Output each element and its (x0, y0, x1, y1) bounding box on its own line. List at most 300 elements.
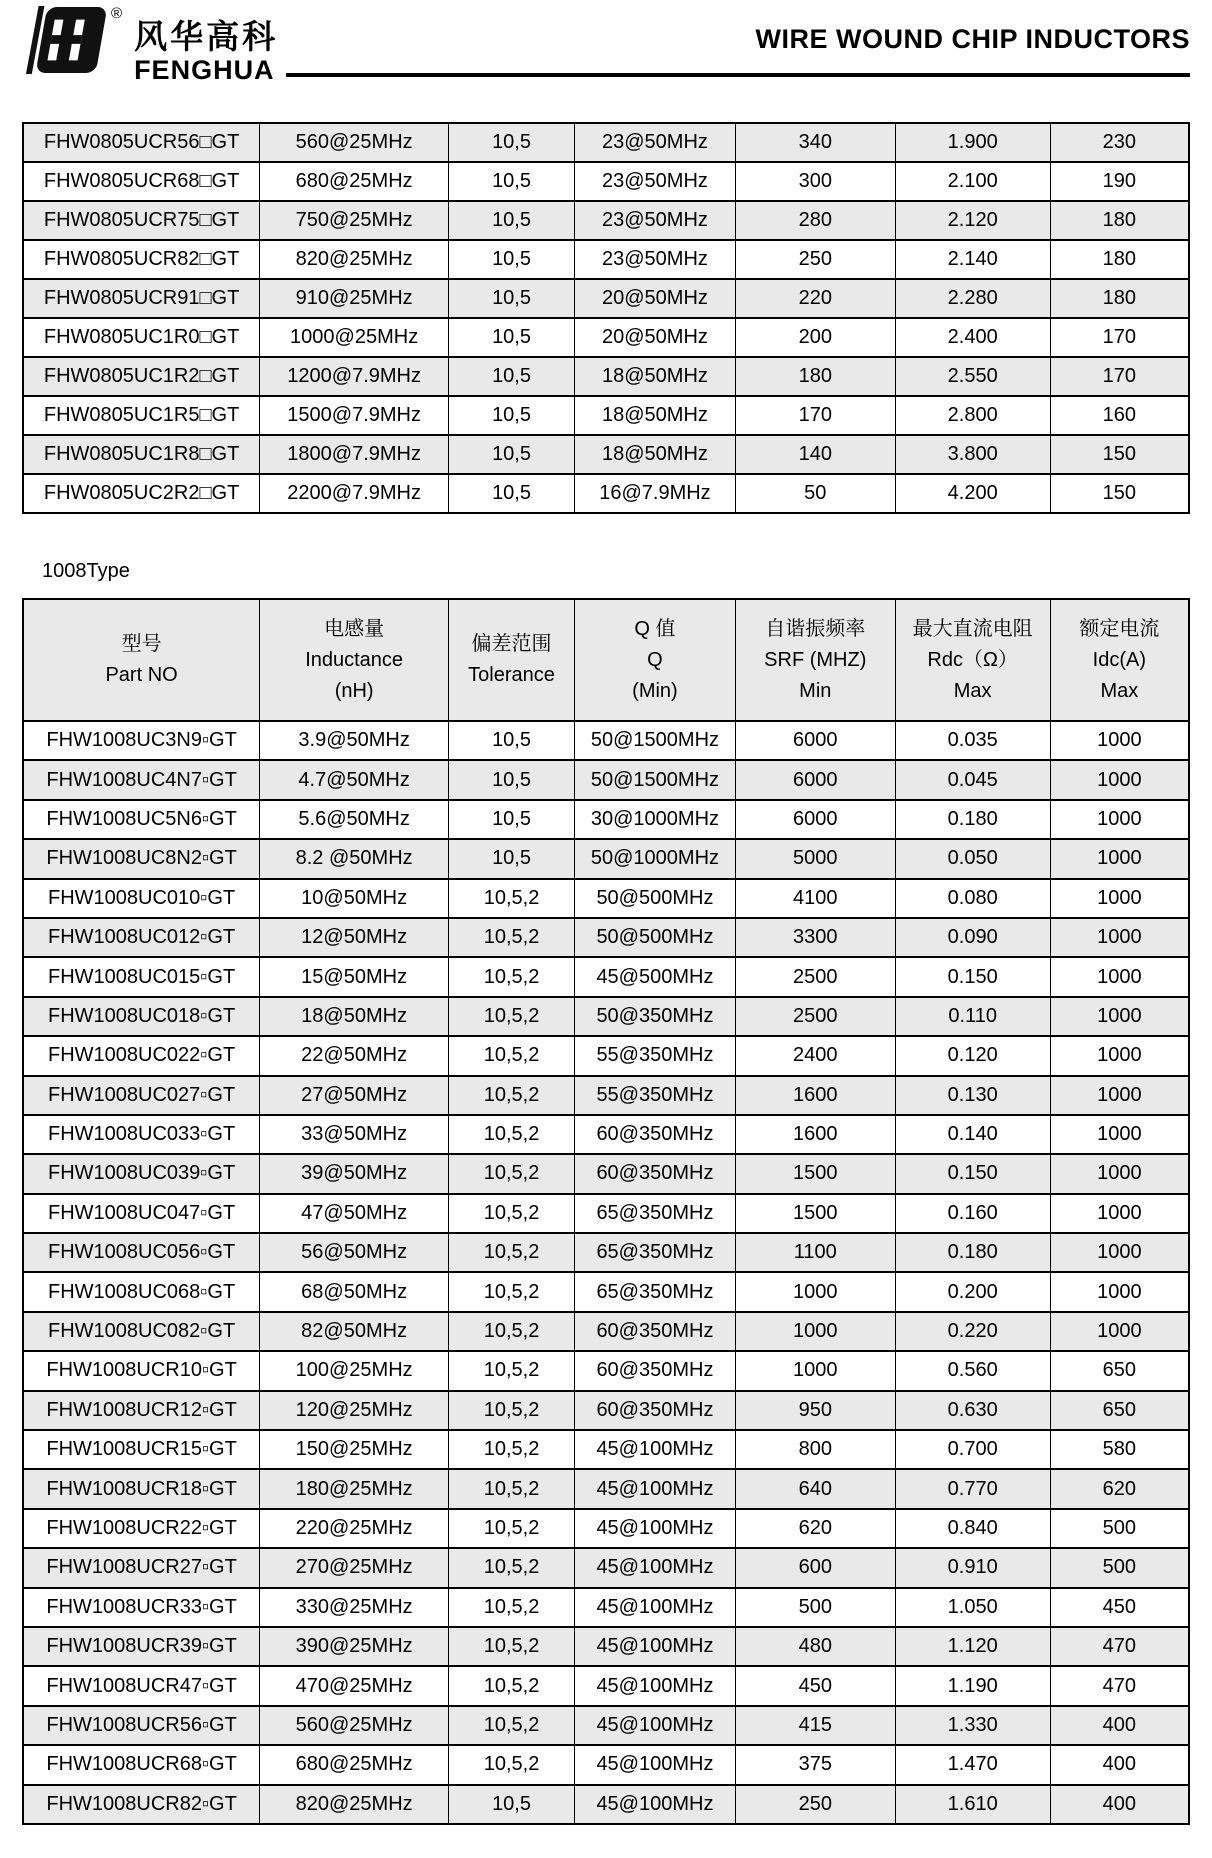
table-cell: 20@50MHz (575, 318, 736, 357)
table-cell: 680@25MHz (260, 1745, 449, 1784)
table-cell: FHW0805UCR75□GT (23, 201, 260, 240)
table-cell: 10,5,2 (449, 1627, 575, 1666)
table-cell: 1800@7.9MHz (260, 435, 449, 474)
fenghua-logo (10, 6, 278, 84)
table-cell: FHW1008UC039▫GT (23, 1154, 260, 1193)
table-cell: 50@1500MHz (575, 721, 736, 760)
table-cell: 47@50MHz (260, 1194, 449, 1233)
table-cell: 30@1000MHz (575, 800, 736, 839)
table-cell: 60@350MHz (575, 1312, 736, 1351)
table-cell: 170 (1050, 318, 1189, 357)
table-cell: 680@25MHz (260, 162, 449, 201)
table-cell: 50 (735, 474, 895, 513)
table-cell: FHW1008UC018▫GT (23, 997, 260, 1036)
table-cell: 415 (735, 1706, 895, 1745)
table-cell: FHW1008UCR12▫GT (23, 1391, 260, 1430)
table-cell: 3.800 (895, 435, 1050, 474)
table-cell: 45@100MHz (575, 1509, 736, 1548)
table-cell: 1500 (735, 1154, 895, 1193)
table-cell: 1500@7.9MHz (260, 396, 449, 435)
table-cell: 1000 (1050, 1272, 1189, 1311)
column-header-line: 最大直流电阻 (912, 617, 1033, 640)
table-cell: 910@25MHz (260, 279, 449, 318)
table-row (23, 800, 1189, 839)
table-cell: 0.080 (895, 879, 1050, 918)
table-cell: 390@25MHz (260, 1627, 449, 1666)
column-header (449, 599, 575, 721)
table-row (23, 918, 1189, 957)
table-cell: 375 (735, 1745, 895, 1784)
table-cell: 4.200 (895, 474, 1050, 513)
table-cell: 55@350MHz (575, 1076, 736, 1115)
table-cell: 450 (1050, 1588, 1189, 1627)
table-cell: 65@350MHz (575, 1233, 736, 1272)
column-header-line: 自谐振频率 (765, 617, 866, 640)
table-cell: 0.130 (895, 1076, 1050, 1115)
table-cell: 2.100 (895, 162, 1050, 201)
table-cell: 10,5,2 (449, 1509, 575, 1548)
table-row (23, 1312, 1189, 1351)
table-cell: FHW1008UCR10▫GT (23, 1351, 260, 1390)
table-cell: 10,5,2 (449, 1430, 575, 1469)
table-row (23, 474, 1189, 513)
table-cell: FHW0805UCR91□GT (23, 279, 260, 318)
table-cell: 470 (1050, 1666, 1189, 1705)
column-header-line: 偏差范围 (471, 633, 552, 655)
table-cell: 480 (735, 1627, 895, 1666)
table-cell: 1000 (1050, 918, 1189, 957)
table-cell: 750@25MHz (260, 201, 449, 240)
table-cell: 470@25MHz (260, 1666, 449, 1705)
table-cell: FHW1008UCR82▫GT (23, 1785, 260, 1824)
table-cell: 2200@7.9MHz (260, 474, 449, 513)
table-cell: 560@25MHz (260, 123, 449, 162)
table-cell: 150@25MHz (260, 1430, 449, 1469)
table-cell: FHW1008UC033▫GT (23, 1115, 260, 1154)
table-cell: 10,5 (449, 240, 575, 279)
column-header-line: Inductance (305, 648, 404, 671)
table-cell: 1000 (1050, 997, 1189, 1036)
table-cell: FHW1008UCR39▫GT (23, 1627, 260, 1666)
table-cell: 180 (1050, 279, 1189, 318)
table-cell: 800 (735, 1430, 895, 1469)
table-cell: 620 (735, 1509, 895, 1548)
table-cell: 10,5,2 (449, 957, 575, 996)
table-cell: 18@50MHz (575, 357, 736, 396)
table-cell: 6000 (735, 800, 895, 839)
table-cell: 200 (735, 318, 895, 357)
table-cell: 150 (1050, 474, 1189, 513)
table-cell: 0.120 (895, 1036, 1050, 1075)
table-cell: 2.550 (895, 357, 1050, 396)
table-cell: 22@50MHz (260, 1036, 449, 1075)
table-cell: 10,5 (449, 162, 575, 201)
table-cell: 10,5 (449, 396, 575, 435)
table-cell: FHW1008UC010▫GT (23, 879, 260, 918)
table-row (23, 123, 1189, 162)
table-cell: FHW0805UCR56□GT (23, 123, 260, 162)
table-cell: 18@50MHz (260, 997, 449, 1036)
registered-trademark-mark: ® (111, 5, 123, 22)
table-cell: 60@350MHz (575, 1115, 736, 1154)
table-cell: 180 (1050, 240, 1189, 279)
table-cell: 400 (1050, 1706, 1189, 1745)
table-row (23, 1706, 1189, 1745)
table-cell: 620 (1050, 1469, 1189, 1508)
table-cell: 1000 (1050, 1036, 1189, 1075)
table-cell: 4100 (735, 879, 895, 918)
table-cell: 0.035 (895, 721, 1050, 760)
table-cell: 0.045 (895, 760, 1050, 799)
table-cell: 18@50MHz (575, 435, 736, 474)
table-cell: 1000 (1050, 1076, 1189, 1115)
table-cell: FHW0805UCR68□GT (23, 162, 260, 201)
table-cell: FHW0805UC1R0□GT (23, 318, 260, 357)
table-cell: 82@50MHz (260, 1312, 449, 1351)
table-row (23, 1548, 1189, 1587)
table-row (23, 1509, 1189, 1548)
table-cell: 190 (1050, 162, 1189, 201)
table-cell: 650 (1050, 1351, 1189, 1390)
table-cell: 2500 (735, 997, 895, 1036)
table-cell: 23@50MHz (575, 123, 736, 162)
table-cell: 12@50MHz (260, 918, 449, 957)
table-row (23, 721, 1189, 760)
table-cell: FHW1008UC3N9▫GT (23, 721, 260, 760)
table-cell: FHW1008UCR56▫GT (23, 1706, 260, 1745)
table-cell: 3300 (735, 918, 895, 957)
table-row (23, 760, 1189, 799)
table-cell: 10,5,2 (449, 1312, 575, 1351)
table-row (23, 201, 1189, 240)
table-cell: 2500 (735, 957, 895, 996)
table-cell: 2.280 (895, 279, 1050, 318)
table-row (23, 1115, 1189, 1154)
table-cell: 2.120 (895, 201, 1050, 240)
table-cell: 10,5 (449, 435, 575, 474)
table-cell: 10,5,2 (449, 1272, 575, 1311)
table-cell: FHW1008UCR68▫GT (23, 1745, 260, 1784)
table-cell: 0.160 (895, 1194, 1050, 1233)
table-row (23, 240, 1189, 279)
table-row (23, 1588, 1189, 1627)
table-cell: 10,5,2 (449, 1391, 575, 1430)
table-cell: 18@50MHz (575, 396, 736, 435)
table-cell: 950 (735, 1391, 895, 1430)
table-cell: 10@50MHz (260, 879, 449, 918)
table-cell: FHW1008UC027▫GT (23, 1076, 260, 1115)
table-cell: 68@50MHz (260, 1272, 449, 1311)
table-cell: 230 (1050, 123, 1189, 162)
table-cell: FHW0805UC1R8□GT (23, 435, 260, 474)
table-cell: FHW1008UC082▫GT (23, 1312, 260, 1351)
table-cell: 50@500MHz (575, 879, 736, 918)
column-header-line: (Min) (632, 679, 678, 702)
table-cell: 10,5 (449, 318, 575, 357)
table-cell: 50@500MHz (575, 918, 736, 957)
table-cell: 45@100MHz (575, 1430, 736, 1469)
table-row (23, 396, 1189, 435)
table-cell: 1000 (735, 1272, 895, 1311)
table-cell: 10,5 (449, 279, 575, 318)
table-cell: 60@350MHz (575, 1154, 736, 1193)
table-header-row (23, 599, 1189, 721)
table-cell: 23@50MHz (575, 201, 736, 240)
table-cell: 5000 (735, 839, 895, 878)
table-cell: 1000 (1050, 1312, 1189, 1351)
table-cell: 10,5,2 (449, 1233, 575, 1272)
column-header-line: (nH) (334, 679, 374, 702)
table-cell: 10,5,2 (449, 1154, 575, 1193)
table-cell: 55@350MHz (575, 1036, 736, 1075)
table-cell: 2400 (735, 1036, 895, 1075)
table-cell: 60@350MHz (575, 1391, 736, 1430)
table-cell: 10,5 (449, 1785, 575, 1824)
table-cell: 500 (735, 1588, 895, 1627)
table-cell: 50@1500MHz (575, 760, 736, 799)
table-cell: 0.180 (895, 1233, 1050, 1272)
table-cell: 1.900 (895, 123, 1050, 162)
table-cell: FHW0805UC2R2□GT (23, 474, 260, 513)
table-cell: 1000 (1050, 879, 1189, 918)
table-row (23, 318, 1189, 357)
table-cell: 0.220 (895, 1312, 1050, 1351)
table-cell: 10,5 (449, 800, 575, 839)
table-cell: 20@50MHz (575, 279, 736, 318)
table-cell: 280 (735, 201, 895, 240)
table-cell: 23@50MHz (575, 162, 736, 201)
table-row (23, 1785, 1189, 1824)
table-row (23, 1627, 1189, 1666)
table-cell: 0.180 (895, 800, 1050, 839)
table-cell: 6000 (735, 721, 895, 760)
table-row (23, 1351, 1189, 1390)
table-cell: 10,5 (449, 357, 575, 396)
table-cell: 330@25MHz (260, 1588, 449, 1627)
column-header-line: Max (953, 679, 992, 702)
table-cell: 23@50MHz (575, 240, 736, 279)
page-title: WIRE WOUND CHIP INDUCTORS (755, 24, 1190, 54)
table-cell: 250 (735, 1785, 895, 1824)
table-cell: 1.610 (895, 1785, 1050, 1824)
table-cell: 45@100MHz (575, 1745, 736, 1784)
table-cell: 180 (735, 357, 895, 396)
table-row (23, 1391, 1189, 1430)
table-cell: 150 (1050, 435, 1189, 474)
table-cell: 1000 (1050, 1154, 1189, 1193)
table-row (23, 1154, 1189, 1193)
table-cell: 10,5,2 (449, 1548, 575, 1587)
table-cell: 10,5,2 (449, 1115, 575, 1154)
table-cell: 340 (735, 123, 895, 162)
table-cell: 10,5,2 (449, 1588, 575, 1627)
table-row (23, 1430, 1189, 1469)
table-cell: 0.840 (895, 1509, 1050, 1548)
table-cell: 400 (1050, 1745, 1189, 1784)
table-cell: FHW1008UCR18▫GT (23, 1469, 260, 1508)
title-underline (286, 73, 1190, 77)
table-cell: 65@350MHz (575, 1194, 736, 1233)
section-label-1008type: 1008Type (42, 560, 130, 582)
table-cell: 10,5,2 (449, 997, 575, 1036)
table-cell: 300 (735, 162, 895, 201)
table-cell: 2.800 (895, 396, 1050, 435)
table-cell: 1000 (1050, 1194, 1189, 1233)
table-cell: 3.9@50MHz (260, 721, 449, 760)
table-row (23, 1036, 1189, 1075)
table-cell: 1500 (735, 1194, 895, 1233)
table-cell: 0.700 (895, 1430, 1050, 1469)
table-cell: 180 (1050, 201, 1189, 240)
table-row (23, 879, 1189, 918)
table-cell: 10,5,2 (449, 1351, 575, 1390)
table-cell: 470 (1050, 1627, 1189, 1666)
table-cell: 4.7@50MHz (260, 760, 449, 799)
table-row (23, 839, 1189, 878)
table-cell: 140 (735, 435, 895, 474)
table-cell: 10,5,2 (449, 918, 575, 957)
table-cell: FHW1008UCR47▫GT (23, 1666, 260, 1705)
table-cell: 100@25MHz (260, 1351, 449, 1390)
table-cell: 50@1000MHz (575, 839, 736, 878)
column-header-line: 电感量 (324, 617, 385, 640)
table-cell: 45@100MHz (575, 1588, 736, 1627)
table-cell: 0.050 (895, 839, 1050, 878)
table-cell: 180@25MHz (260, 1469, 449, 1508)
table-cell: 8.2 @50MHz (260, 839, 449, 878)
inductor-table-1008 (22, 598, 1190, 1825)
table-cell: 1000 (1050, 800, 1189, 839)
table-cell: 0.630 (895, 1391, 1050, 1430)
table-cell: 0.770 (895, 1469, 1050, 1508)
table-cell: 10,5,2 (449, 1706, 575, 1745)
table-cell: 1000 (735, 1312, 895, 1351)
column-header-line: SRF (MHZ) (764, 648, 867, 671)
table-cell: FHW1008UCR33▫GT (23, 1588, 260, 1627)
table-cell: FHW0805UC1R2□GT (23, 357, 260, 396)
table-cell: FHW0805UC1R5□GT (23, 396, 260, 435)
table-cell: FHW1008UC4N7▫GT (23, 760, 260, 799)
table-cell: 45@100MHz (575, 1469, 736, 1508)
table-cell: 1000 (1050, 839, 1189, 878)
table-row (23, 1469, 1189, 1508)
table-cell: 1.330 (895, 1706, 1050, 1745)
table-cell: FHW1008UC068▫GT (23, 1272, 260, 1311)
table-cell: 1.190 (895, 1666, 1050, 1705)
table-cell: 0.140 (895, 1115, 1050, 1154)
table-cell: 56@50MHz (260, 1233, 449, 1272)
table-cell: 27@50MHz (260, 1076, 449, 1115)
table-cell: 220 (735, 279, 895, 318)
table-cell: 2.140 (895, 240, 1050, 279)
table-cell: 0.150 (895, 1154, 1050, 1193)
table-cell: 45@100MHz (575, 1785, 736, 1824)
table-cell: 1000 (1050, 721, 1189, 760)
table-cell: 560@25MHz (260, 1706, 449, 1745)
table-cell: 120@25MHz (260, 1391, 449, 1430)
table-cell: 400 (1050, 1785, 1189, 1824)
column-header-line: Min (799, 679, 832, 702)
table-cell: FHW1008UC012▫GT (23, 918, 260, 957)
table-cell: 0.090 (895, 918, 1050, 957)
column-header-line: 额定电流 (1079, 617, 1160, 640)
table-cell: 820@25MHz (260, 1785, 449, 1824)
table-cell: 1000@25MHz (260, 318, 449, 357)
table-cell: 45@100MHz (575, 1627, 736, 1666)
table-cell: FHW1008UC056▫GT (23, 1233, 260, 1272)
logo-english-name: FENGHUA (134, 55, 275, 85)
table-cell: 50@350MHz (575, 997, 736, 1036)
table-cell: 1100 (735, 1233, 895, 1272)
column-header (735, 599, 895, 721)
table-cell: 10,5,2 (449, 1469, 575, 1508)
inductor-table-0805 (22, 122, 1190, 514)
logo-text (134, 6, 278, 84)
table-cell: 10,5,2 (449, 1194, 575, 1233)
table-cell: 1.120 (895, 1627, 1050, 1666)
table-cell: 450 (735, 1666, 895, 1705)
table-cell: 170 (1050, 357, 1189, 396)
table-cell: 1000 (735, 1351, 895, 1390)
column-header-line: Q (647, 648, 663, 671)
table-cell: 0.560 (895, 1351, 1050, 1390)
table-row (23, 1233, 1189, 1272)
table-cell: FHW1008UCR27▫GT (23, 1548, 260, 1587)
table-cell: 0.150 (895, 957, 1050, 996)
table-cell: FHW1008UC022▫GT (23, 1036, 260, 1075)
column-header (23, 599, 260, 721)
column-header (260, 599, 449, 721)
table-row (23, 1745, 1189, 1784)
table-row (23, 1076, 1189, 1115)
column-header (895, 599, 1050, 721)
table-cell: 170 (735, 396, 895, 435)
table-cell: 39@50MHz (260, 1154, 449, 1193)
table-cell: 0.110 (895, 997, 1050, 1036)
table-cell: 10,5,2 (449, 879, 575, 918)
table-cell: 160 (1050, 396, 1189, 435)
table-cell: FHW1008UCR22▫GT (23, 1509, 260, 1548)
table-cell: 10,5 (449, 760, 575, 799)
table-cell: 1000 (1050, 760, 1189, 799)
table-cell: 270@25MHz (260, 1548, 449, 1587)
column-header (575, 599, 736, 721)
table-cell: 500 (1050, 1509, 1189, 1548)
column-header-line: Part NO (105, 664, 178, 686)
table-cell: 6000 (735, 760, 895, 799)
table-cell: FHW1008UC047▫GT (23, 1194, 260, 1233)
logo-chinese-name: 风华高科 (134, 18, 279, 55)
table-cell: 500 (1050, 1548, 1189, 1587)
table-cell: 650 (1050, 1391, 1189, 1430)
column-header-line: Idc(A) (1092, 648, 1147, 671)
table-cell: 1000 (1050, 1115, 1189, 1154)
table-row (23, 162, 1189, 201)
table-row (23, 957, 1189, 996)
table-cell: 5.6@50MHz (260, 800, 449, 839)
table-cell: 1600 (735, 1115, 895, 1154)
table-cell: 10,5,2 (449, 1745, 575, 1784)
table-cell: 10,5,2 (449, 1076, 575, 1115)
table-cell: 60@350MHz (575, 1351, 736, 1390)
table-cell: 1.470 (895, 1745, 1050, 1784)
table-row (23, 1272, 1189, 1311)
table-cell: 45@100MHz (575, 1706, 736, 1745)
table-cell: 45@500MHz (575, 957, 736, 996)
table-row (23, 1666, 1189, 1705)
column-header-line: Rdc（Ω） (927, 648, 1018, 671)
table-cell: FHW1008UC015▫GT (23, 957, 260, 996)
